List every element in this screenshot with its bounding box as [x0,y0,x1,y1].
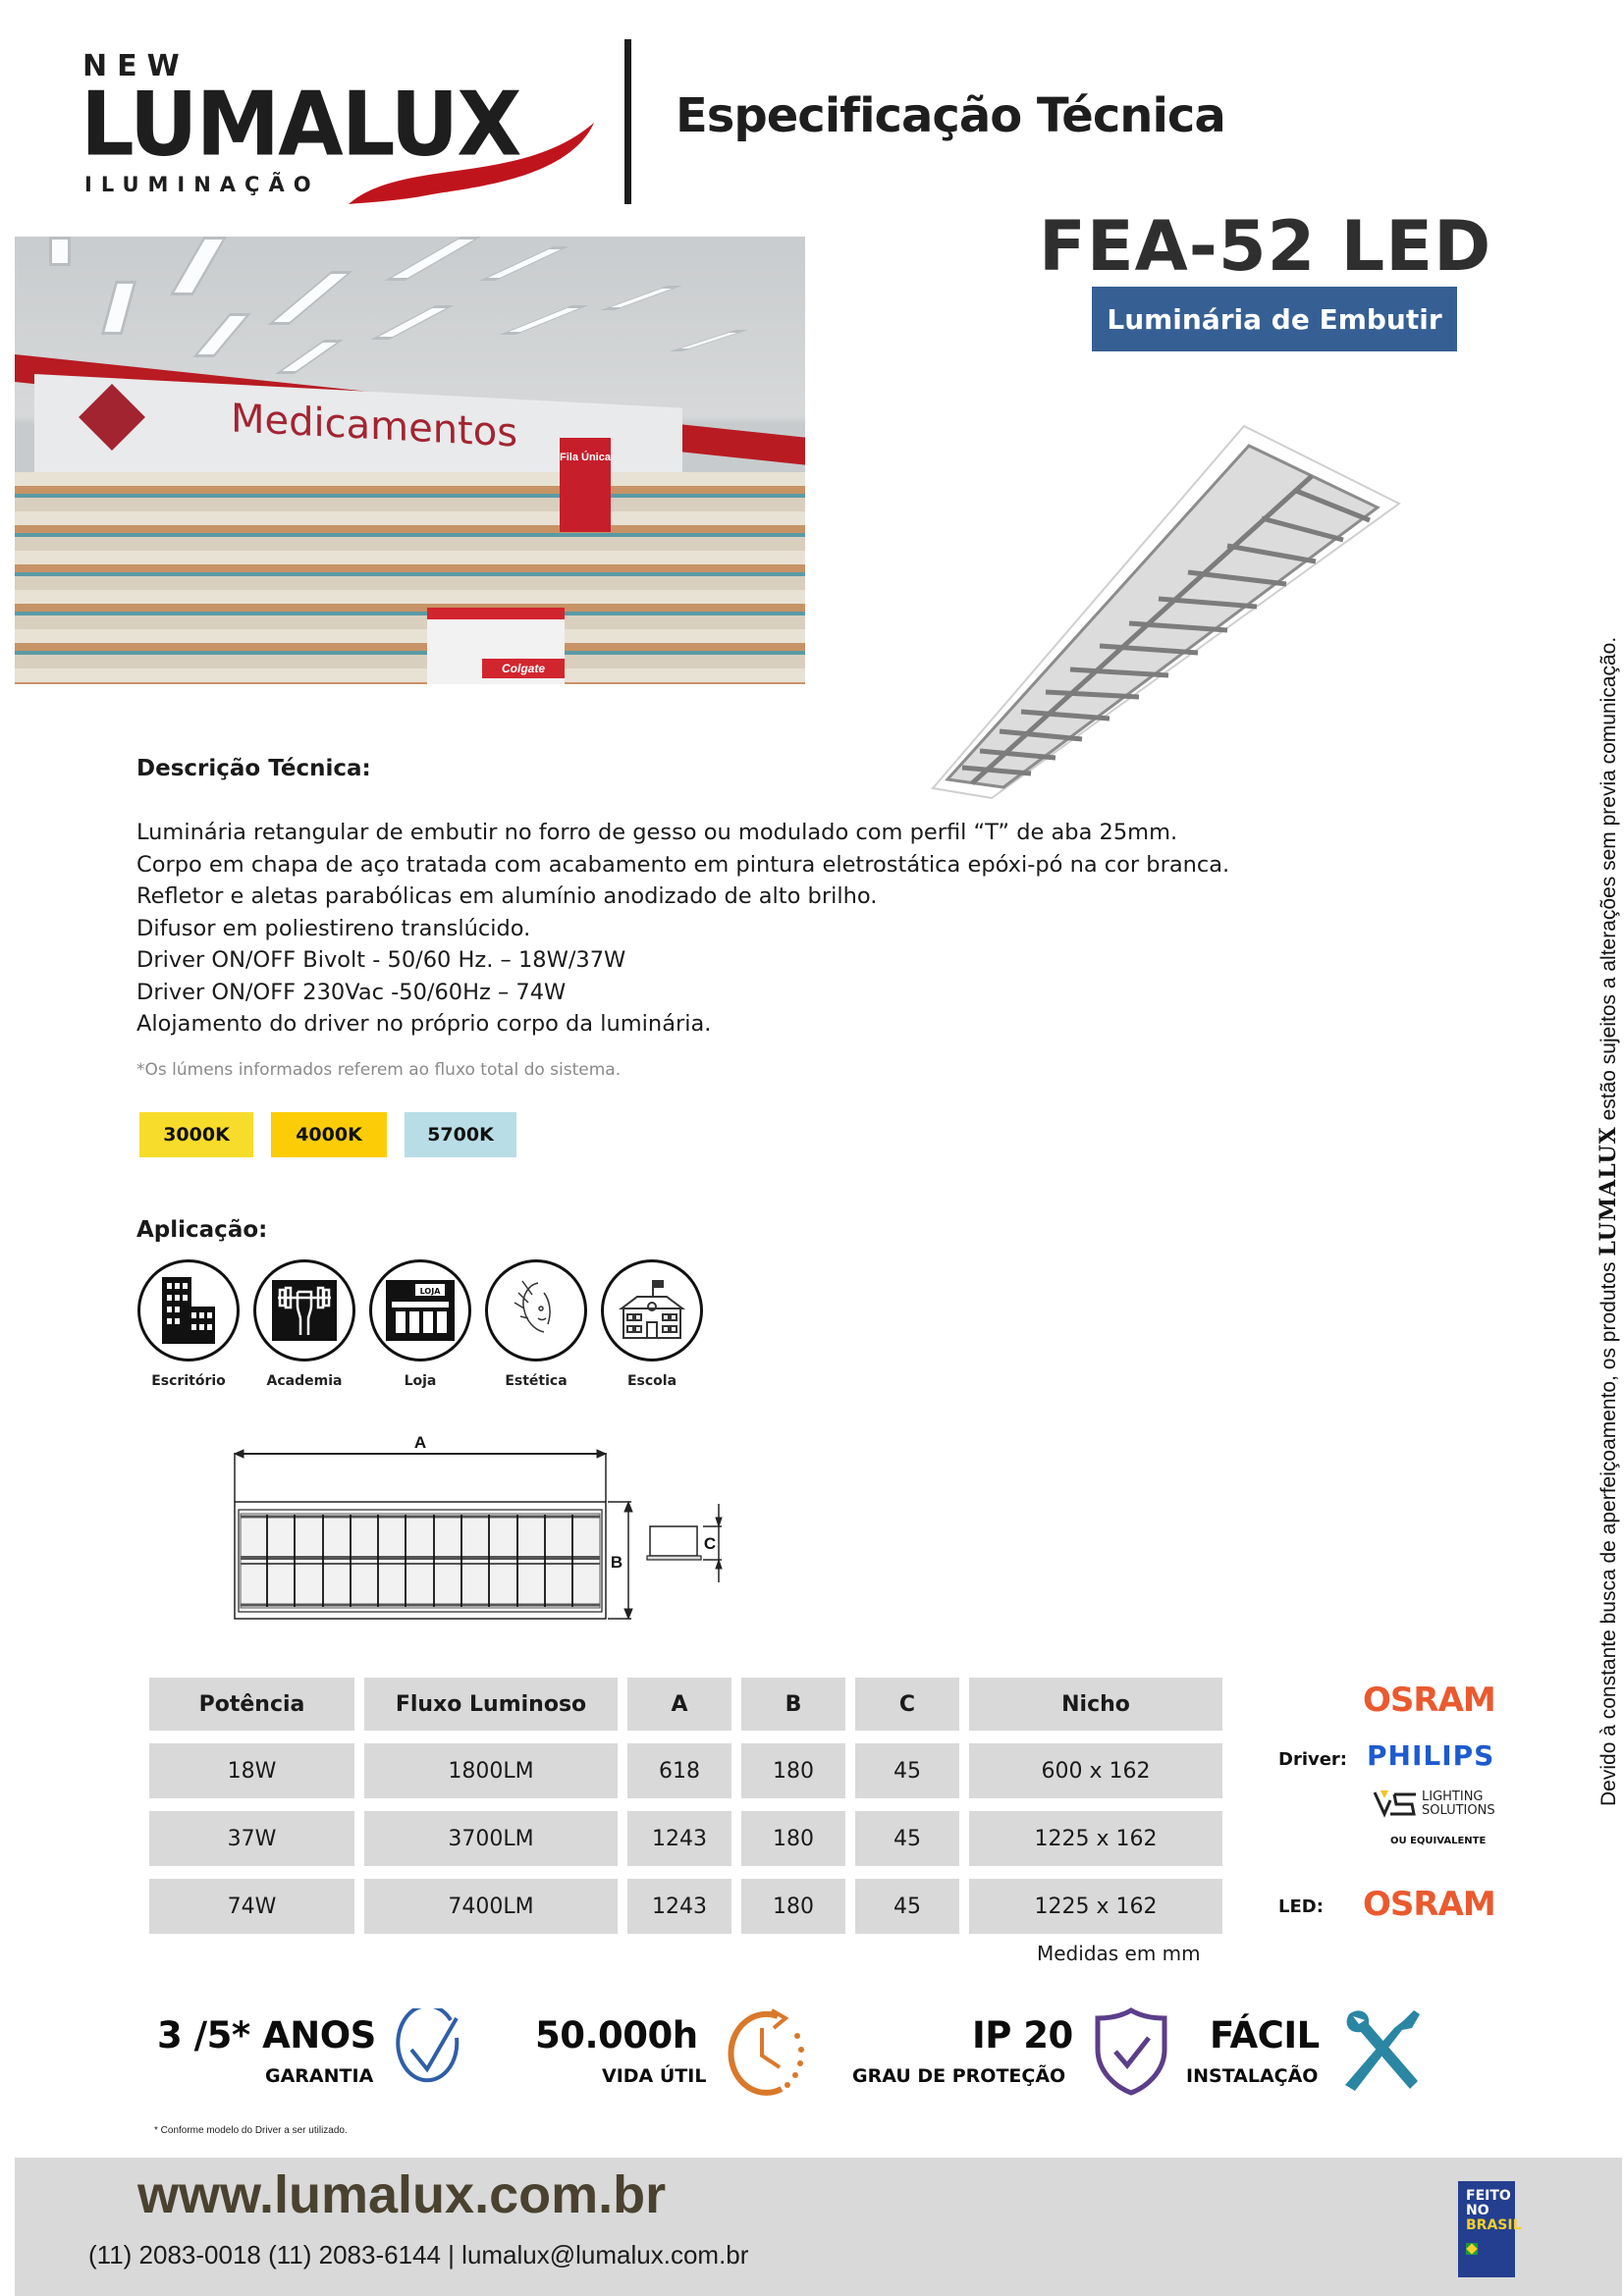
table-cell: 180 [741,1743,845,1798]
description-line: Driver ON/OFF 230Vac -50/60Hz – 74W [136,979,567,1005]
description-line: Difusor em poliestireno translúcido. [136,915,531,941]
shield-check-icon [1094,2006,1168,2097]
page-title: Especificação Técnica [676,88,1225,143]
product-type-badge: Luminária de Embutir [1092,287,1457,351]
contact-info: (11) 2083-0018 (11) 2083-6144 | lumalux@lumalux.com.br [88,2240,749,2269]
table-cell: 180 [741,1811,845,1866]
table-header: Nicho [969,1678,1222,1731]
application-label: Escritório [151,1373,226,1389]
application-label: Academia [266,1373,343,1389]
check-circle-icon [396,2008,464,2095]
photo-ad-text: Colgate [482,659,565,678]
table-cell: 45 [855,1743,959,1798]
table-cell: 37W [149,1811,354,1866]
table-cell: 18W [149,1743,354,1798]
description-line: Alojamento do driver no próprio corpo da luminária. [136,1011,712,1037]
vertical-disclaimer: Devido à constante busca de aperfeiçoamento, os produtos LUMALUX estão sujeitos a alterações sem previa comunicação. [1596,636,1621,1806]
vs-logo-icon [1373,1789,1420,1818]
philips-logo: PHILIPS [1367,1739,1495,1772]
table-cell: 1243 [627,1879,731,1934]
logo-new-text: NEW [82,49,189,83]
osram-led-logo: OSRAM [1363,1885,1495,1924]
store-icon [386,1280,455,1341]
warranty-label: GARANTIA [265,2065,374,2087]
description-line: Corpo em chapa de aço tratada com acabamento em pintura eletrostática epóxi-pó na cor branca. [136,851,1230,878]
dumbbell-icon [272,1280,337,1341]
application-item-office [131,1259,246,1389]
dimension-label-c: C [703,1534,717,1553]
warranty-footnote: * Conforme modelo do Driver a ser utilizado. [154,2125,348,2136]
application-photo [15,237,805,684]
photo-queue-sign: Fila Única [560,438,611,532]
warranty-value: 3 /5* ANOS [157,2014,376,2056]
disclaimer-brand: LUMALUX [1596,1126,1621,1256]
installation-value: FÁCIL [1210,2014,1320,2056]
vs-logo-text: LIGHTING SOLUTIONS [1422,1789,1495,1818]
lifetime-value: 50.000h [535,2014,698,2056]
table-header: Potência [149,1678,354,1731]
face-icon [509,1273,564,1348]
tools-icon [1341,2006,1424,2093]
description-line: Luminária retangular de embutir no forro de gesso ou modulado com perfil “T” de aba 25mm. [136,820,1178,845]
logo-subtitle: ILUMINAÇÃO [84,173,320,196]
cct-5700k-badge: 5700K [405,1112,516,1157]
table-cell: 45 [855,1811,959,1866]
cct-3000k-badge: 3000K [139,1112,253,1157]
table-header: C [855,1678,959,1731]
description-title: Descrição Técnica: [136,756,371,781]
logo-wordmark: LUMALUX [81,73,520,177]
table-cell: 1225 x 162 [969,1811,1222,1866]
table-units-note: Medidas em mm [1037,1942,1201,1965]
application-item-store [362,1259,478,1389]
cct-4000k-badge: 4000K [271,1112,387,1157]
table-header: B [741,1678,845,1731]
technical-drawing [226,1433,1335,1639]
table-cell: 1243 [627,1811,731,1866]
osram-logo: OSRAM [1363,1681,1495,1720]
led-label: LED: [1278,1896,1324,1917]
table-cell: 3700LM [364,1811,618,1866]
table-cell: 618 [627,1743,731,1798]
dimension-label-b: B [610,1553,623,1572]
application-list [131,1259,710,1389]
photo-sign-text: Medicamentos [231,396,518,456]
driver-label: Driver: [1278,1749,1348,1770]
table-cell: 1225 x 162 [969,1879,1222,1934]
lumen-footnote: *Os lúmens informados referem ao fluxo total do sistema. [136,1060,622,1080]
ip-rating-value: IP 20 [972,2014,1073,2056]
table-cell: 1800LM [364,1743,618,1798]
spec-table [149,1678,1222,1934]
office-building-icon [158,1275,219,1346]
table-cell: 7400LM [364,1879,618,1934]
table-cell: 180 [741,1879,845,1934]
header-divider [624,39,631,204]
table-header: Fluxo Luminoso [364,1678,618,1731]
product-render-image [923,412,1434,805]
color-temperature-options [139,1112,516,1157]
website-link[interactable]: www.lumalux.com.br [137,2165,667,2224]
brazil-flag-icon [1466,2243,1478,2255]
table-cell: 45 [855,1879,959,1934]
description-line: Refletor e aletas parabólicas em alumínio anodizado de alto brilho. [136,883,878,909]
made-in-brazil-badge: FEITO NO BRASIL [1458,2181,1515,2277]
dimension-label-a: A [413,1433,427,1452]
table-header: A [627,1678,731,1731]
svg-text:LOJA: LOJA [419,1287,441,1296]
application-label: Loja [404,1373,437,1389]
application-item-aesthetics [478,1259,594,1389]
application-label: Estética [505,1373,568,1389]
school-icon [618,1279,686,1342]
installation-label: INSTALAÇÃO [1186,2065,1319,2087]
table-cell: 600 x 162 [969,1743,1222,1798]
description-line: Driver ON/OFF Bivolt - 50/60 Hz. – 18W/37W [136,947,626,973]
description-body [136,817,1229,1041]
application-label: Escola [626,1373,677,1389]
ip-rating-label: GRAU DE PROTEÇÃO [852,2065,1066,2087]
equivalent-note: OU EQUIVALENTE [1390,1836,1487,1846]
clock-icon [731,2010,804,2093]
application-item-school [594,1259,710,1389]
table-cell: 74W [149,1879,354,1934]
application-title: Aplicação: [136,1217,268,1243]
lifetime-label: VIDA ÚTIL [602,2065,707,2087]
application-item-gym [246,1259,362,1389]
product-code: FEA-52 LED [1039,206,1492,287]
